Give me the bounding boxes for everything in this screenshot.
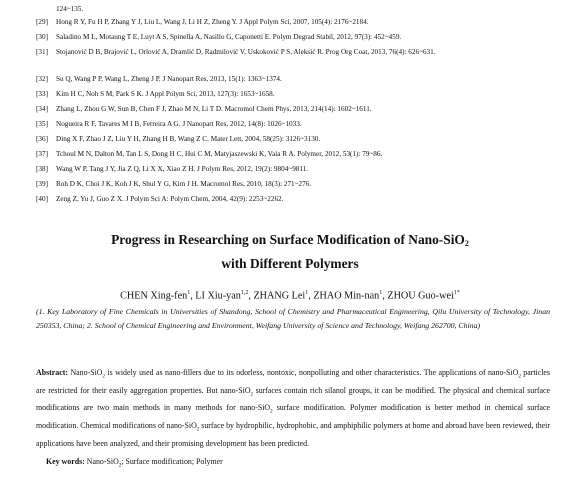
reference-text: Nogueira R F, Tavares M I B, Ferreira A G. J Nanopart Res, 2012, 14(8): 1026~1033.	[56, 120, 302, 128]
reference-text: Zeng Z, Yu J, Guo Z X. J Polym Sci A: Polym Chem, 2004, 42(9): 2253~2262.	[56, 195, 284, 203]
abstract-label: Abstract:	[36, 368, 68, 377]
reference-item	[36, 103, 556, 116]
reference-number: [36]	[36, 135, 48, 143]
reference-number: [33]	[36, 90, 48, 98]
reference-item	[36, 133, 556, 146]
reference-text: Saladino M L, Motaung T E, Luyt A S, Spinella A, Nasillo G, Caponetti E. Polym Degrad Stabil, 2012, 97(3): 452~459.	[56, 33, 402, 41]
reference-number: [35]	[36, 120, 48, 128]
keywords: Key words: Nano-SiO$_2$; Surface modification; Polymer	[46, 457, 223, 469]
author-name: CHEN Xing-fen	[120, 290, 188, 302]
reference-number: [31]	[36, 48, 48, 56]
paper-title-line-1: Progress in Researching on Surface Modification of Nano-SiO$_2$	[111, 232, 469, 248]
reference-number: [32]	[36, 75, 48, 83]
abstract: Abstract: Nano-SiO$_2$ is widely used as nano-fillers due to its odorless, nontoxic, nonpolluting and other characteristics. The applications of nano-SiO$_2$ particles are restricted for their easily aggregation properties. But nano-SiO$_2$ surfaces contain rich silanol groups, it can be modified. The physical and chemical surface modifications are two main methods in many methods for nano-SiO$_2$ surface modification. Polymer modification is better method in chemical surface modification. Chemical modifications of nano-SiO$_2$ surface by hydrophilic, hydrophobic, and amphiphilic polymers at home and abroad have been reviewed, their applications have been analyzed, and their promising development has been predicted.	[36, 368, 550, 448]
author-name: ZHANG Lei	[253, 290, 306, 302]
reference-text: Stojanović D B, Brajović L, Orlović A, Dramlić D, Radmilović V, Uskoković P S, Aleksić R. Prog Org Coat, 2013, 76(4): 626~631.	[56, 48, 436, 56]
reference-number: [38]	[36, 165, 48, 173]
author-name: LI Xiu-yan	[195, 290, 241, 302]
reference-item	[36, 193, 556, 206]
reference-item	[36, 148, 556, 161]
author-affiliation-mark: 1	[379, 290, 383, 296]
reference-item	[36, 118, 556, 131]
author-list: CHEN Xing-fen$^1$, LI Xiu-yan$^{1,2}$, ZHANG Lei$^1$, ZHAO Min-nan$^1$, ZHOU Guo-wei$^{1*}$	[120, 290, 460, 302]
reference-item	[36, 31, 556, 44]
reference-item	[36, 46, 556, 59]
reference-number: [40]	[36, 195, 48, 203]
reference-number: [30]	[36, 33, 48, 41]
reference-fragment: 124~135.	[56, 5, 84, 13]
reference-number: [37]	[36, 150, 48, 158]
author-affiliation-mark: 1	[187, 290, 191, 296]
paper-title	[40, 230, 540, 274]
reference-text: Su Q, Wang P P, Wang L, Zheng J P. J Nanopart Res, 2013, 15(1): 1363~1374.	[56, 75, 282, 83]
reference-text: Hong R Y, Fu H P, Zhang Y J, Liu L, Wang J, Li H Z, Zheng Y. J Appl Polym Sci, 2007, 105(4): 2176~2184.	[56, 18, 369, 26]
reference-text: Zhang L, Zhou G W, Sun B, Chen F J, Zhao M N, Li T D. Macromol Chem Phys, 2013, 214(14): 1602~1611.	[56, 105, 372, 113]
reference-number: [29]	[36, 18, 48, 26]
reference-text: Kim H C, Noh S M, Park S K. J Appl Polym Sci, 2013, 127(3): 1653~1658.	[56, 90, 275, 98]
reference-text: Roh D K, Choi J K, Koh J K, Shul Y G, Kim J H. Macromol Res, 2010, 18(3): 271~276.	[56, 180, 312, 188]
reference-item	[36, 16, 556, 29]
reference-item	[36, 178, 556, 191]
reference-text: Tchoul M N, Dalton M, Tan L S, Dong H C, Hui C M, Matyjaszewski K, Vaia R A. Polymer, 2012, 53(1): 79~86.	[56, 150, 383, 158]
reference-item	[36, 73, 556, 86]
reference-number: [39]	[36, 180, 48, 188]
reference-item	[36, 163, 556, 176]
keywords-label: Key words:	[46, 457, 85, 466]
author-name: ZHAO Min-nan	[313, 290, 380, 302]
reference-text: Wang W P, Tang J Y, Jia Z Q, Li X X, Xiao Z H. J Polym Res, 2012, 19(2): 9804~9811.	[56, 165, 309, 173]
paper-title-line-2: with Different Polymers	[221, 256, 359, 271]
author-affiliations: (1. Key Laboratory of Fine Chemicals in Universities of Shandong, School of Chemistry and Pharmaceutical Engineering, Qilu University of Technology, Jinan 250353, China; 2. School of Chemical Engineering and Environment, Weifang University of Science and Technology, Weifang 262700, China)	[36, 307, 550, 330]
author-affiliation-mark: 1	[305, 290, 309, 296]
author-affiliation-mark: 1*	[453, 290, 460, 296]
reference-item	[36, 88, 556, 101]
author-name: ZHOU Guo-wei	[387, 290, 454, 302]
reference-text: Ding X F, Zhao J Z, Liu Y H, Zhang H B, Wang Z C. Mater Lett, 2004, 58(25): 3126~3130.	[56, 135, 321, 143]
reference-number: [34]	[36, 105, 48, 113]
author-affiliation-mark: 1,2	[240, 290, 249, 296]
